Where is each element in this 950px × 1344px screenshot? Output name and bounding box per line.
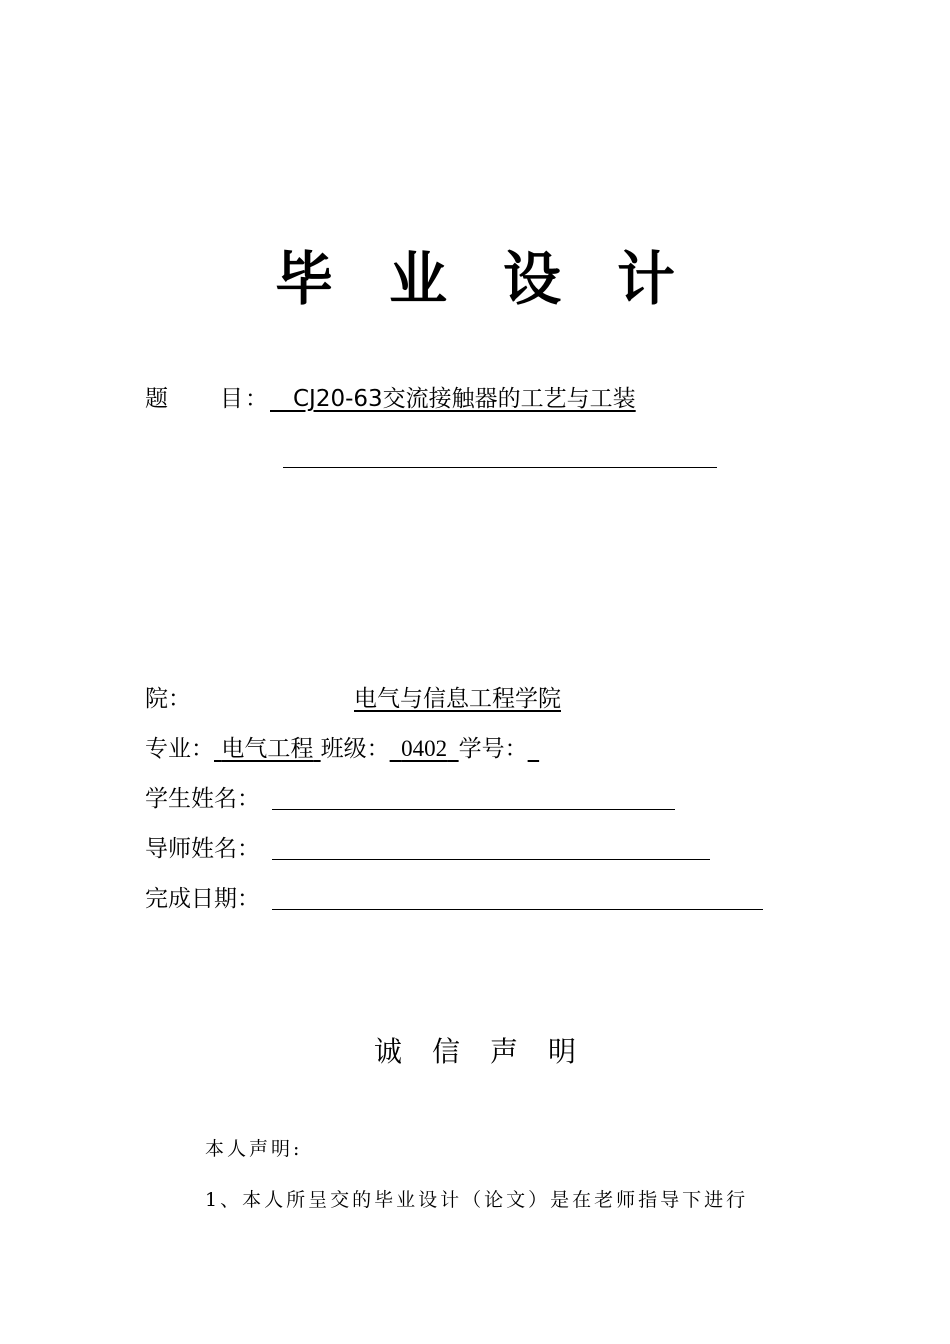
advisor-name-label: 导师姓名： (145, 836, 260, 862)
college-row (145, 684, 191, 714)
student-id-label: 学号： (458, 736, 528, 762)
major-label: 专业： (145, 736, 214, 762)
major-row (145, 734, 539, 764)
topic-second-line (283, 467, 717, 468)
class-value: 0402 (401, 736, 448, 761)
major-value: 电气工程 (221, 736, 314, 762)
college-value: 电气与信息工程学院 (354, 686, 561, 712)
declaration-item-1: 1、本人所呈交的毕业设计（论文）是在老师指导下进行 (205, 1189, 749, 1211)
topic-label: 题 目： (145, 386, 270, 412)
class-label: 班级： (320, 736, 390, 762)
declaration-intro: 本人声明: (205, 1138, 303, 1160)
declaration-heading: 诚信声明 (373, 1035, 606, 1068)
student-name-label: 学生姓名： (145, 786, 260, 812)
advisor-name-line (272, 859, 710, 860)
document-title: 毕业设计 (274, 245, 731, 313)
college-label: 院： (145, 686, 191, 712)
completion-date-line (272, 909, 763, 910)
completion-date-label: 完成日期： (145, 886, 260, 912)
student-name-line (272, 809, 675, 810)
topic-row (145, 384, 636, 414)
topic-value: CJ20-63交流接触器的工艺与工装 (293, 386, 636, 412)
